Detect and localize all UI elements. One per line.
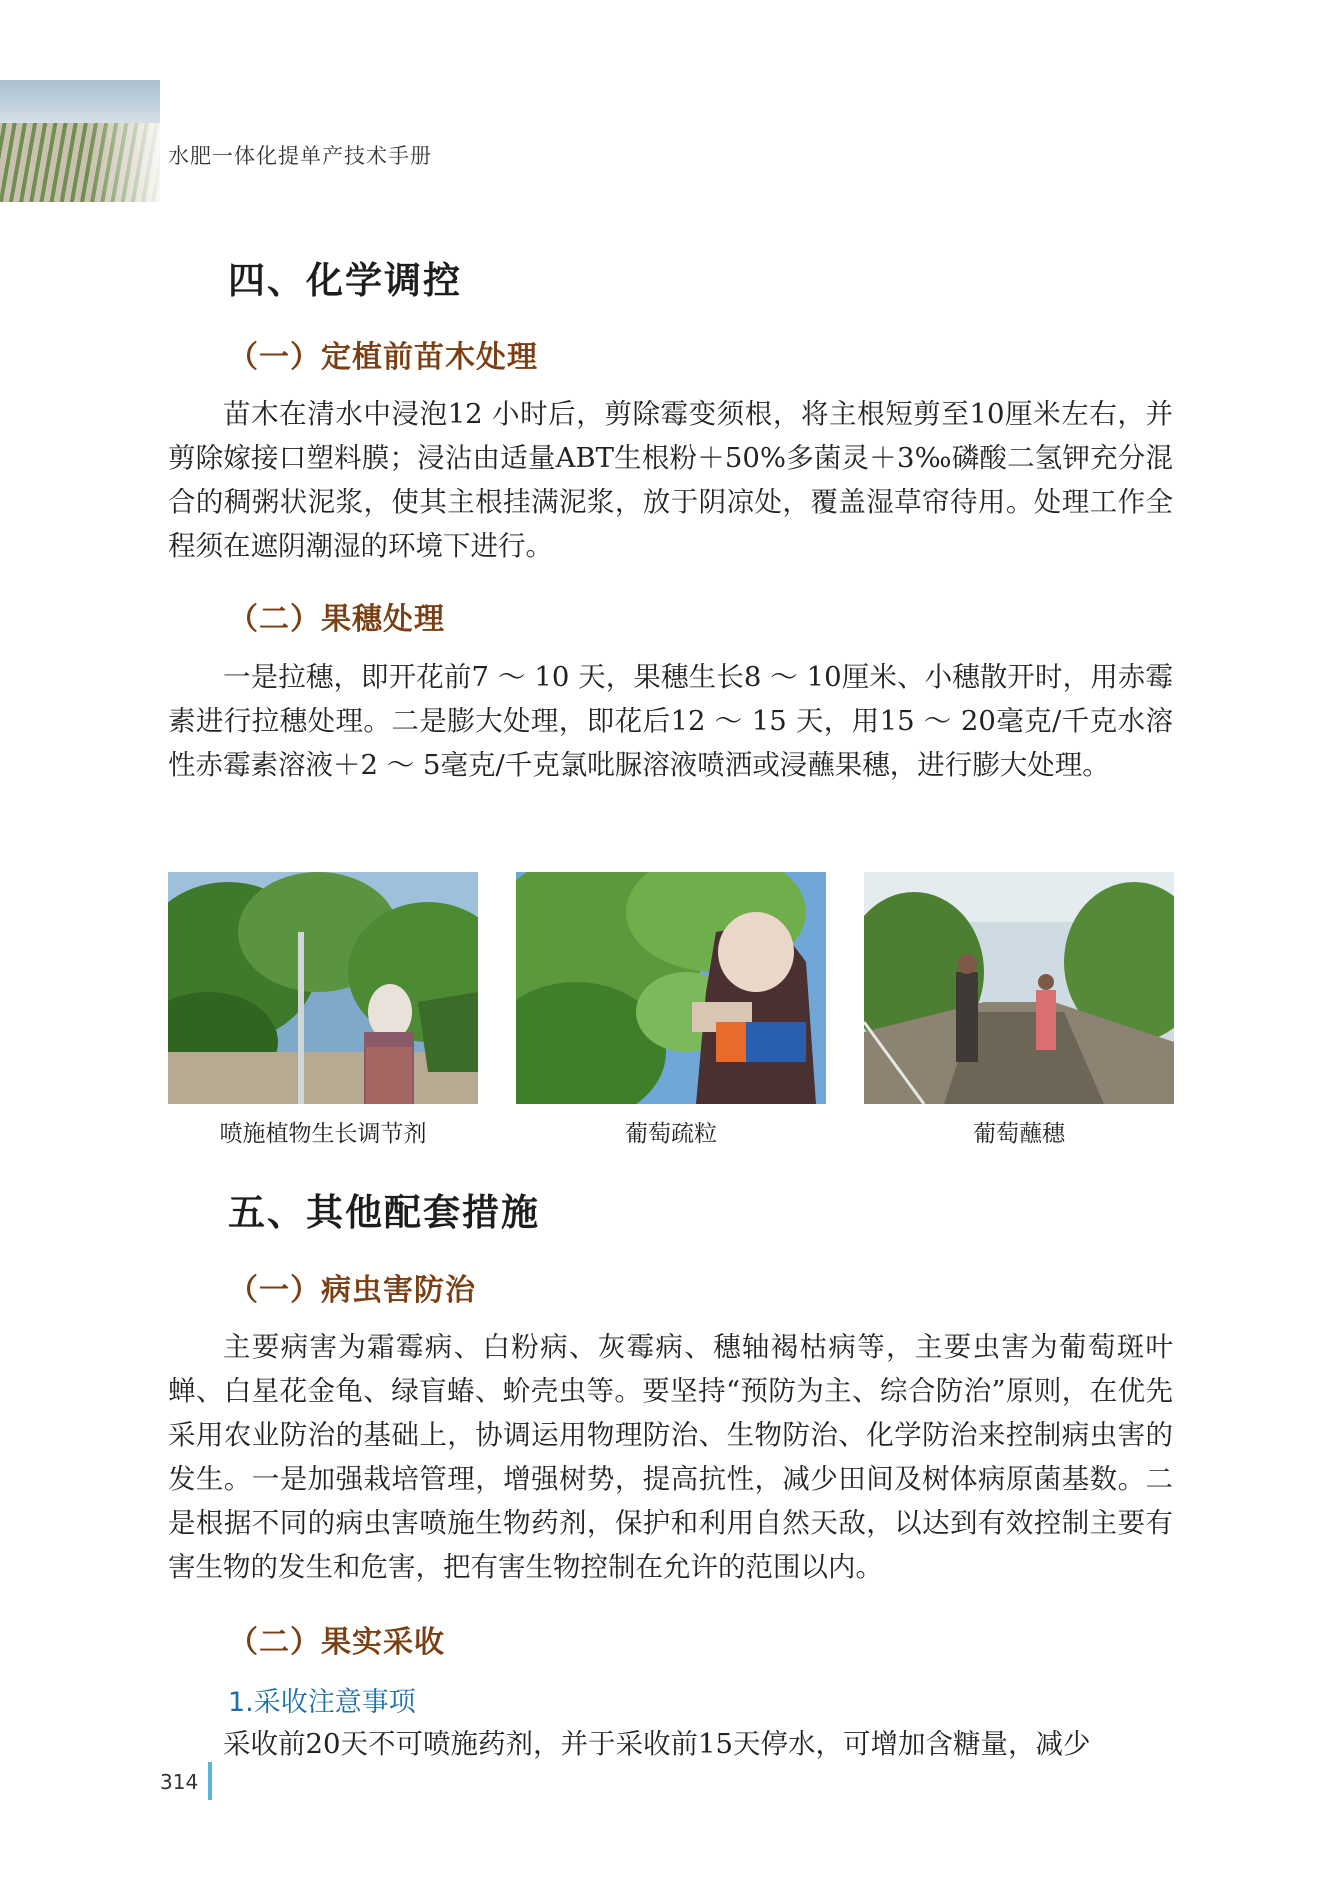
photo-caption-spraying: 喷施植物生长调节剂: [219, 1121, 427, 1147]
section-4-2-heading: （二）果穗处理: [228, 602, 445, 637]
section-5-1-heading: （一）病虫害防治: [228, 1273, 476, 1308]
item-1-paragraph: 采收前20天不可喷施药剂，并于采收前15天停水，可增加含糖量，减少: [223, 1728, 1091, 1760]
header-field-photo: [0, 80, 160, 202]
photo-caption-dipping: 葡萄蘸穗: [973, 1121, 1065, 1147]
page-number: 314: [160, 1770, 199, 1794]
photo-caption-thinning: 葡萄疏粒: [625, 1121, 717, 1147]
grape-thinning-photo: [516, 872, 826, 1104]
running-header-title: 水肥一体化提单产技术手册: [168, 144, 432, 168]
section-5-heading: 五、其他配套措施: [228, 1191, 540, 1234]
grape-dipping-photo: [864, 872, 1174, 1104]
section-4-2-paragraph: 一是拉穗，即开花前7 ～ 10 天，果穗生长8 ～ 10厘米、小穗散开时，用赤霉素进行拉穗处理。二是膨大处理，即花后12 ～ 15 天，用15 ～ 20毫克/千克水溶性赤霉素溶液＋2 ～ 5毫克/千克氯吡脲溶液喷洒或浸蘸果穗，进行膨大处理。: [168, 661, 1173, 781]
page-number-bar: [208, 1762, 212, 1800]
section-4-heading: 四、化学调控: [228, 259, 462, 302]
section-4-1-paragraph: 苗木在清水中浸泡12 小时后，剪除霉变须根，将主根短剪至10厘米左右，并剪除嫁接口塑料膜；浸沾由适量ABT生根粉＋50%多菌灵＋3‰磷酸二氢钾充分混合的稠粥状泥浆，使其主根挂满泥浆，放于阴凉处，覆盖湿草帘待用。处理工作全程须在遮阴潮湿的环境下进行。: [168, 398, 1173, 562]
section-4-1-heading: （一）定植前苗木处理: [228, 340, 538, 375]
section-5-1-paragraph: 主要病害为霜霉病、白粉病、灰霉病、穗轴褐枯病等，主要虫害为葡萄斑叶蝉、白星花金龟、绿盲蝽、蚧壳虫等。要坚持“预防为主、综合防治”原则，在优先采用农业防治的基础上，协调运用物理防治、生物防治、化学防治来控制病虫害的发生。一是加强栽培管理，增强树势，提高抗性，减少田间及树体病原菌基数。二是根据不同的病虫害喷施生物药剂，保护和利用自然天敌，以达到有效控制主要有害生物的发生和危害，把有害生物控制在允许的范围以内。: [168, 1331, 1173, 1583]
item-1-heading: 1.采收注意事项: [228, 1687, 416, 1718]
section-5-2-heading: （二）果实采收: [228, 1625, 445, 1660]
vineyard-spraying-photo: [168, 872, 478, 1104]
